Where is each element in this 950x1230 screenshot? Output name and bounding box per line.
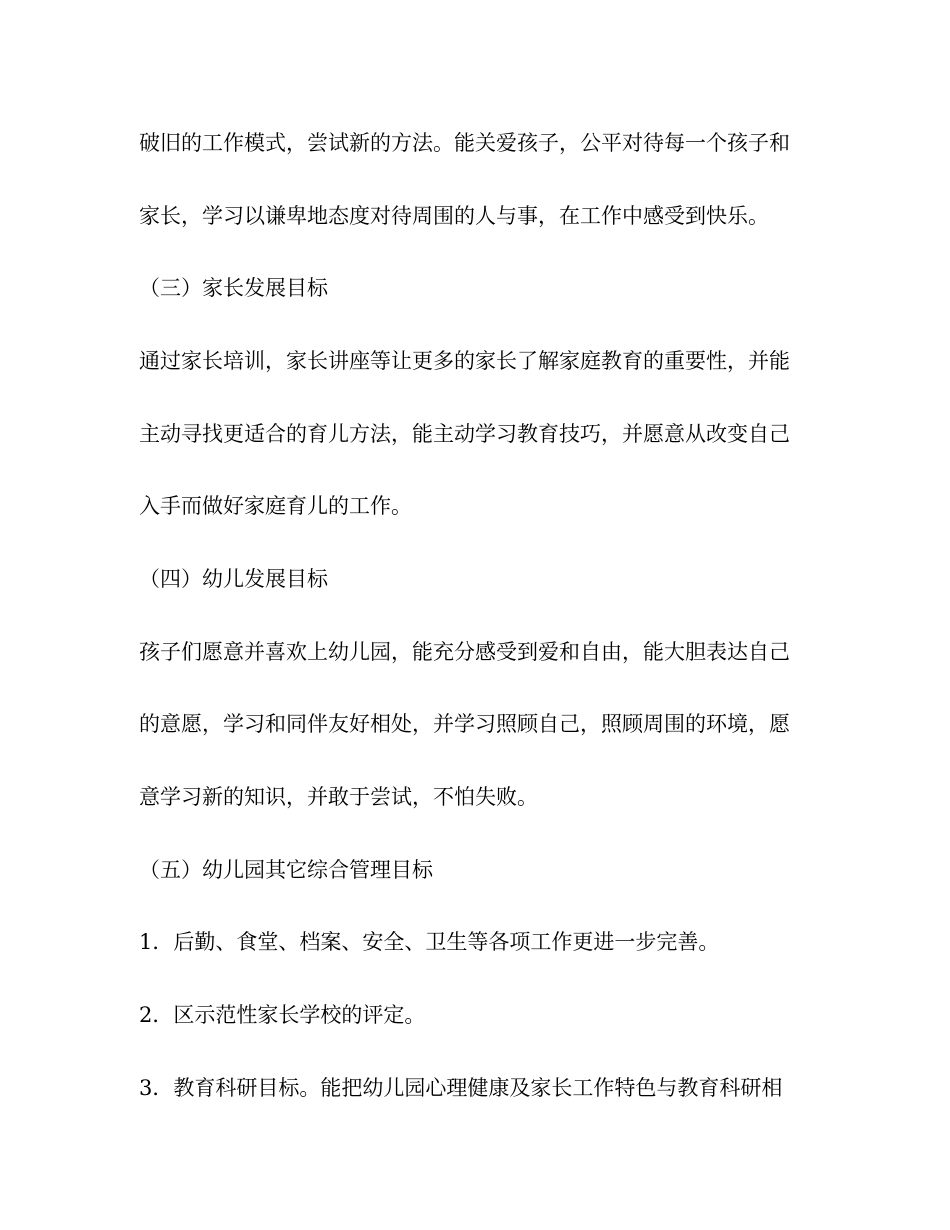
paragraph-line: 家长，学习以谦卑地态度对待周围的人与事，在工作中感受到快乐。 [139,204,769,228]
paragraph-line: 孩子们愿意并喜欢上幼儿园，能充分感受到爱和自由，能大胆表达自己 [139,640,790,664]
section-heading-management-goals: （五）幼儿园其它综合管理目标 [139,858,433,882]
paragraph-line: 通过家长培训，家长讲座等让更多的家长了解家庭教育的重要性，并能 [139,349,790,373]
section-heading-child-goals: （四）幼儿发展目标 [139,567,328,591]
paragraph-line: 入手而做好家庭育儿的工作。 [139,494,412,518]
paragraph-line: 意学习新的知识，并敢于尝试，不怕失败。 [139,785,538,809]
list-item: 2．区示范性家长学校的评定。 [139,1003,426,1027]
list-item: 3．教育科研目标。能把幼儿园心理健康及家长工作特色与教育科研相 [139,1076,783,1100]
paragraph-line: 的意愿，学习和同伴友好相处，并学习照顾自己，照顾周围的环境，愿 [139,712,790,736]
section-heading-parent-goals: （三）家长发展目标 [139,276,328,300]
list-item: 1．后勤、食堂、档案、安全、卫生等各项工作更进一步完善。 [139,930,720,954]
paragraph-line: 破旧的工作模式，尝试新的方法。能关爱孩子，公平对待每一个孩子和 [139,131,790,155]
paragraph-line: 主动寻找更适合的育儿方法，能主动学习教育技巧，并愿意从改变自己 [139,422,790,446]
